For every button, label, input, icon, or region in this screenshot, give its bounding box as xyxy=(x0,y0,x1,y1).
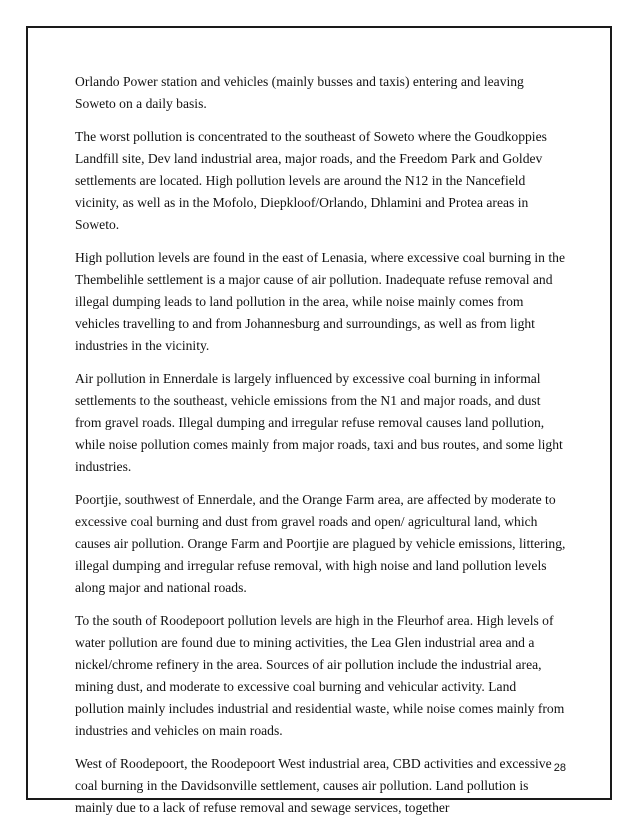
paragraph-roodepoort-west: West of Roodepoort, the Roodepoort West industrial area, CBD activities and excessive coal burning in the Davidsonville settlement, causes air pollution. Land pollution is mainly due to a lack of refuse removal and sewage services, together xyxy=(75,756,552,815)
paragraph-roodepoort-south: To the south of Roodepoort pollution levels are high in the Fleurhof area. High levels of water pollution are found due to mining activities, the Lea Glen industrial area and a nickel/chrome refinery in the area. Sources of air pollution include the industrial area, mining dust, and moderate to excessive coal burning and vehicular activity. Land pollution mainly includes industrial and residential waste, while noise comes mainly from industries and vehicles on main roads. xyxy=(75,613,565,738)
document-body xyxy=(75,71,567,830)
page-number: 28 xyxy=(553,762,566,774)
paragraph-orlando-power-station: Orlando Power station and vehicles (mainly busses and taxis) entering and leaving Soweto on a daily basis. xyxy=(75,74,524,111)
paragraph-lenasia: High pollution levels are found in the east of Lenasia, where excessive coal burning in the Thembelihle settlement is a major cause of air pollution. Inadequate refuse removal and illegal dumping leads to land pollution in the area, while noise mainly comes from vehicles travelling to and from Johannesburg and surroundings, as well as from light industries in the vicinity. xyxy=(75,250,565,353)
paragraph-ennerdale: Air pollution in Ennerdale is largely influenced by excessive coal burning in informal settlements to the southeast, vehicle emissions from the N1 and major roads, and dust from gravel roads. Illegal dumping and irregular refuse removal causes land pollution, while noise pollution comes mainly from major roads, taxi and bus routes, and some light industries. xyxy=(75,371,563,474)
paragraph-poortjie-orange-farm: Poortjie, southwest of Ennerdale, and the Orange Farm area, are affected by moderate to excessive coal burning and dust from gravel roads and open/ agricultural land, which causes air pollution. Orange Farm and Poortjie are plagued by vehicle emissions, littering, illegal dumping and irregular refuse removal, with high noise and land pollution levels along major and national roads. xyxy=(75,492,566,595)
paragraph-soweto-southeast: The worst pollution is concentrated to the southeast of Soweto where the Goudkoppies Landfill site, Dev land industrial area, major roads, and the Freedom Park and Goldev settlements are located. High pollution levels are around the N12 in the Nancefield vicinity, as well as in the Mofolo, Diepkloof/Orlando, Dhlamini and Protea areas in Soweto. xyxy=(75,129,547,232)
